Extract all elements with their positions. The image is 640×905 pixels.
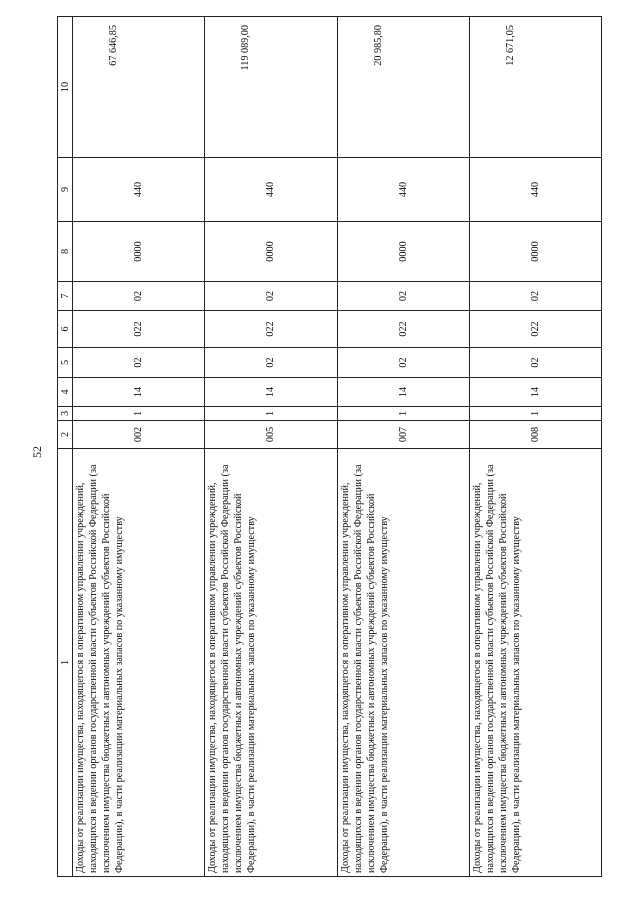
code-cell: 02: [73, 348, 205, 378]
code-cell: 0000: [73, 222, 205, 282]
rotated-page: [57, 17, 602, 877]
header-cell: 5: [58, 348, 73, 378]
admin-code-cell: 007: [337, 421, 469, 449]
description-cell: Доходы от реализации имущества, находящегося в оперативном управлении учреждений, находящихся в ведении органов государственной власти субъектов Российской Федерации (за исключением имущества бюджетных и автономных учреждений субъектов Российской Федерации), в части реализации материальных запасов по указанному имуществу: [337, 449, 469, 877]
code-cell: 022: [337, 311, 469, 348]
table-row: [337, 17, 469, 877]
amount-cell: 119 089,00: [205, 17, 337, 158]
header-cell: 8: [58, 222, 73, 282]
header-cell: 9: [58, 158, 73, 222]
table-row: [469, 17, 601, 877]
code-cell: 0000: [337, 222, 469, 282]
table-row: [205, 17, 337, 877]
code-cell: 022: [205, 311, 337, 348]
code-cell: 14: [337, 378, 469, 407]
code-cell: 0000: [205, 222, 337, 282]
code-cell: 0000: [469, 222, 601, 282]
code-cell: 1: [469, 407, 601, 421]
description-cell: Доходы от реализации имущества, находящегося в оперативном управлении учреждений, находящихся в ведении органов государственной власти субъектов Российской Федерации (за исключением имущества бюджетных и автономных учреждений субъектов Российской Федерации), в части реализации материальных запасов по указанному имуществу: [205, 449, 337, 877]
header-cell: 1: [58, 449, 73, 877]
amount-cell: 20 985,80: [337, 17, 469, 158]
header-cell: 7: [58, 282, 73, 311]
code-cell: 1: [337, 407, 469, 421]
code-cell: 02: [469, 348, 601, 378]
code-cell: 440: [205, 158, 337, 222]
code-cell: 440: [73, 158, 205, 222]
code-cell: 02: [469, 282, 601, 311]
code-cell: 022: [469, 311, 601, 348]
code-cell: 440: [469, 158, 601, 222]
code-cell: 14: [469, 378, 601, 407]
admin-code-cell: 005: [205, 421, 337, 449]
amount-cell: 12 671,05: [469, 17, 601, 158]
code-cell: 02: [205, 282, 337, 311]
code-cell: 02: [337, 348, 469, 378]
code-cell: 02: [73, 282, 205, 311]
page-number: 52: [30, 446, 44, 458]
code-cell: 1: [205, 407, 337, 421]
code-cell: 14: [73, 378, 205, 407]
description-cell: Доходы от реализации имущества, находящегося в оперативном управлении учреждений, находящихся в ведении органов государственной власти субъектов Российской Федерации (за исключением имущества бюджетных и автономных учреждений субъектов Российской Федерации), в части реализации материальных запасов по указанному имуществу: [73, 449, 205, 877]
admin-code-cell: 008: [469, 421, 601, 449]
table-row: [73, 17, 205, 877]
budget-table: [57, 16, 602, 877]
admin-code-cell: 002: [73, 421, 205, 449]
header-cell: 3: [58, 407, 73, 421]
code-cell: 1: [73, 407, 205, 421]
code-cell: 022: [73, 311, 205, 348]
code-cell: 02: [205, 348, 337, 378]
code-cell: 14: [205, 378, 337, 407]
header-row: [58, 17, 73, 877]
header-cell: 4: [58, 378, 73, 407]
header-cell: 10: [58, 17, 73, 158]
amount-cell: 67 646,85: [73, 17, 205, 158]
header-cell: 2: [58, 421, 73, 449]
code-cell: 440: [337, 158, 469, 222]
header-cell: 6: [58, 311, 73, 348]
description-cell: Доходы от реализации имущества, находящегося в оперативном управлении учреждений, находящихся в ведении органов государственной власти субъектов Российской Федерации (за исключением имущества бюджетных и автономных учреждений субъектов Российской Федерации), в части реализации материальных запасов по указанному имуществу: [469, 449, 601, 877]
code-cell: 02: [337, 282, 469, 311]
